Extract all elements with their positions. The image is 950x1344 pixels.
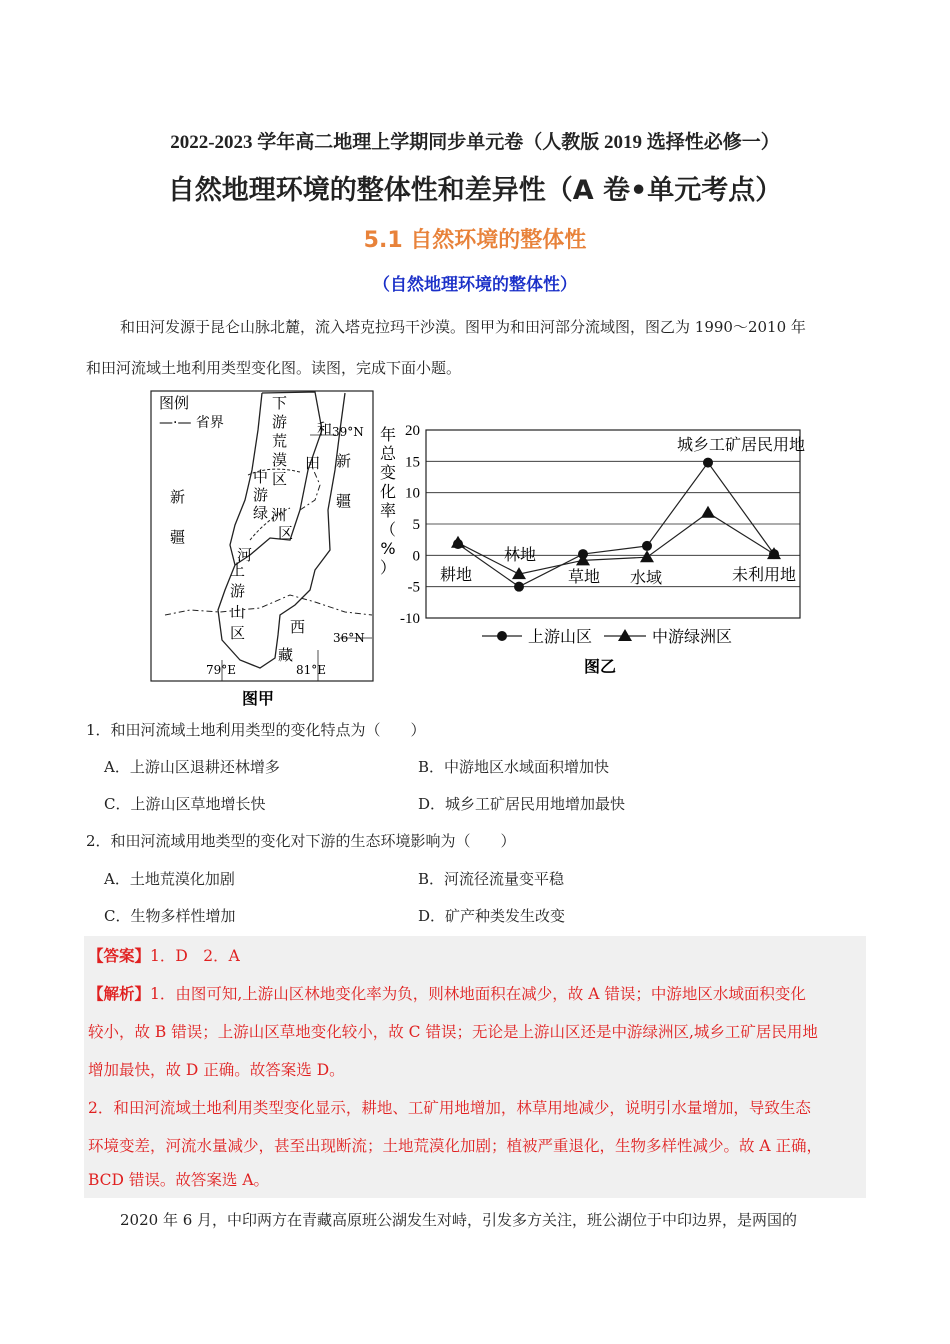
category-label: 水域 [630,568,663,587]
svg-text:区: 区 [272,470,288,488]
category-label: 草地 [568,567,601,586]
y-tick-label: 5 [412,517,420,533]
section-title: 5.1 自然环境的整体性 [363,228,587,253]
svg-text:新: 新 [336,452,352,470]
analysis-line1: 【解析】1．由图可知,上游山区林地变化率为负，则林地面积在减少，故 A 错误；中游地区水域面积变化 [88,984,806,1003]
svg-text:疆: 疆 [336,492,352,510]
q2-option-d: D．矿产种类发生改变 [418,907,566,925]
y-tick-label: 15 [405,454,420,471]
lon-81: 81°E [296,663,327,677]
y-tick-label: 10 [405,485,420,502]
legend-marker-2 [618,629,632,641]
svg-text:游: 游 [230,582,246,600]
y-axis-label-char: 率 [379,501,397,520]
lat-39: 39°N [332,425,364,439]
series-2-point [767,547,781,559]
category-label: 耕地 [440,565,473,584]
y-tick-label: 0 [412,548,420,565]
svg-text:西: 西 [290,618,306,636]
q1-option-a: A．上游山区退耕还林增多 [104,758,280,776]
category-label: 林地 [504,545,537,564]
intro-line1: 和田河发源于昆仑山脉北麓，流入塔克拉玛干沙漠。图甲为和田河部分流域图，图乙为 1990～2010 年 [120,318,806,336]
map-figure [150,390,376,712]
subsection-title: （自然地理环境的整体性） [373,275,577,295]
svg-text:新: 新 [170,488,186,506]
y-tick-label: -5 [407,579,420,596]
svg-text:游: 游 [272,413,288,431]
svg-text:游: 游 [253,486,269,504]
map-legend-item: —·— 省界 [159,415,224,431]
q1-option-b: B．中游地区水域面积增加快 [418,758,610,776]
answer-text: 1．D 2．A [150,947,240,965]
map-legend-title: 图例 [159,394,190,412]
series-2-point [640,550,654,562]
svg-text:荒: 荒 [272,432,288,450]
legend-label-2: 中游绿洲区 [652,627,733,646]
q2-option-c: C．生物多样性增加 [104,907,236,925]
series-line-2 [458,513,774,574]
q2-option-b: B．河流径流量变平稳 [418,870,565,888]
analysis-line2: 较小，故 B 错误；上游山区草地变化较小，故 C 错误；无论是上游山区还是中游绿洲区,城乡工矿居民用地 [88,1023,818,1041]
analysis2-line3: BCD 错误。故答案选 A。 [88,1171,270,1189]
q1-option-c: C．上游山区草地增长快 [104,795,266,813]
analysis-line3: 增加最快，故 D 正确。故答案选 D。 [88,1061,345,1079]
svg-text:区: 区 [278,524,294,542]
series-2-point [451,536,465,548]
answer-label: 【答案】 [88,946,151,965]
unit-title: 自然地理环境的整体性和差异性（A 卷•单元考点） [167,175,783,206]
svg-text:区: 区 [230,624,246,642]
svg-text:山: 山 [230,603,246,621]
svg-text:中: 中 [253,468,269,486]
svg-text:和: 和 [317,420,333,438]
line-chart [372,408,812,688]
map-caption: 图甲 [242,689,275,708]
analysis2-line2: 环境变差，河流水量减少，甚至出现断流；土地荒漠化加剧；植被严重退化，生物多样性减少。故 A 正确， [88,1137,823,1155]
y-axis-label-char: 化 [379,482,397,501]
y-axis-label-char: ） [379,558,397,577]
series-1-point [514,582,524,592]
analysis-label: 【解析】 [88,984,151,1003]
q2-option-a: A．土地荒漠化加剧 [104,870,235,888]
y-axis-label-char: 变 [379,463,397,482]
category-label: 未利用地 [732,565,797,584]
svg-text:田: 田 [305,454,321,472]
svg-text:上: 上 [230,561,246,579]
svg-text:河: 河 [237,546,253,564]
y-axis-label-char: （ [379,520,397,539]
next-paragraph: 2020 年 6 月，中印两方在青藏高原班公湖发生对峙，引发多方关注，班公湖位于中印边界，是两国的 [120,1211,798,1229]
intro-line2: 和田河流域土地利用类型变化图。读图，完成下面小题。 [86,359,462,377]
series-2-point [701,506,715,518]
exam-title: 2022-2023 学年高二地理上学期同步单元卷（人教版 2019 选择性必修一） [170,132,780,153]
category-label: 城乡工矿居民用地 [677,435,806,454]
lon-79: 79°E [206,663,237,677]
question-2: 2．和田河流域用地类型的变化对下游的生态环境影响为（ ） [86,832,516,850]
q1-option-d: D．城乡工矿居民用地增加最快 [418,795,626,813]
y-axis-label-char: 总 [379,444,397,463]
y-tick-label: -10 [400,611,420,627]
svg-text:下: 下 [272,394,288,412]
analysis2-line1: 2．和田河流域土地利用类型变化显示，耕地、工矿用地增加，林草用地减少，说明引水量增加，导致生态 [88,1099,811,1117]
y-axis-label-char: % [380,539,396,558]
question-1: 1．和田河流域土地利用类型的变化特点为（ ） [86,721,426,739]
y-tick-label: 20 [405,423,420,439]
svg-text:疆: 疆 [170,528,186,546]
legend-label-1: 上游山区 [528,627,593,646]
y-axis-label-char: 年 [379,425,397,444]
svg-text:漠: 漠 [272,451,288,469]
svg-text:绿: 绿 [253,504,269,522]
answer-line [88,944,240,966]
legend-marker-1 [497,631,507,641]
lat-36: 36°N [333,631,365,645]
chart-caption: 图乙 [584,657,617,676]
series-1-point [703,458,713,468]
svg-text:洲: 洲 [271,506,287,524]
series-1-point [642,541,652,551]
svg-text:藏: 藏 [278,646,294,664]
